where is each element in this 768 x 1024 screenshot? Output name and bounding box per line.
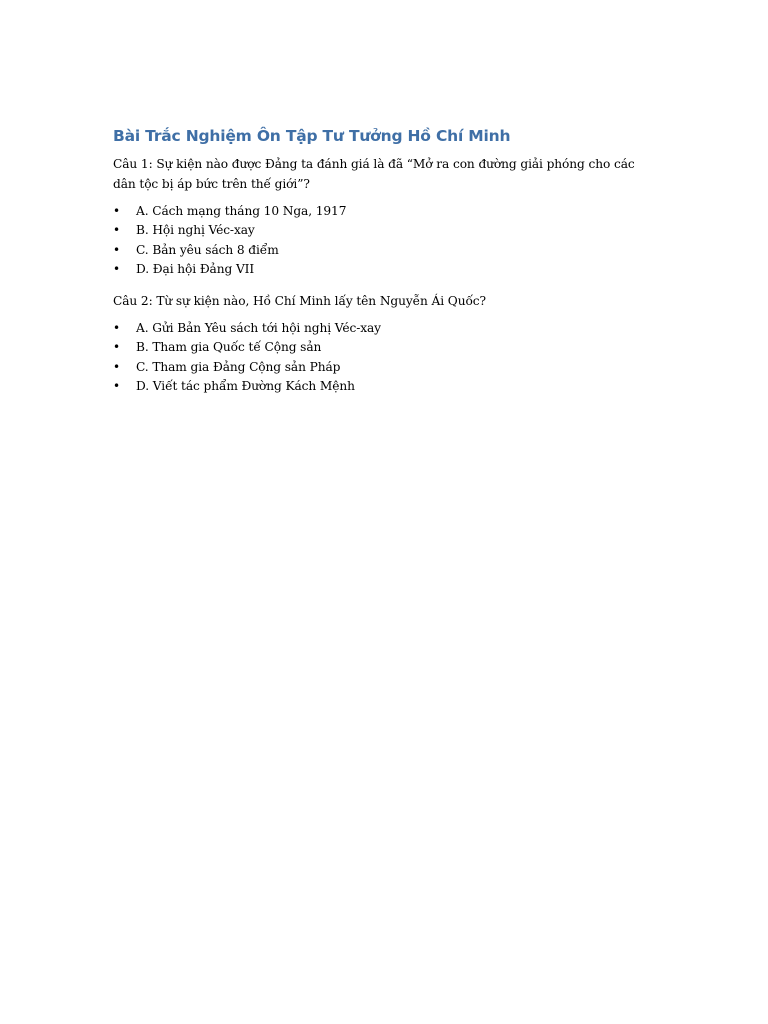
option-label: D. Đại hội Đảng VII bbox=[136, 261, 255, 276]
bullet-icon: • bbox=[113, 359, 120, 374]
bullet-icon: • bbox=[113, 379, 120, 394]
document-page bbox=[113, 125, 653, 408]
option-item bbox=[113, 241, 653, 260]
bullet-icon: • bbox=[113, 340, 120, 355]
bullet-icon: • bbox=[113, 242, 120, 257]
option-label: A. Gửi Bản Yêu sách tới hội nghị Véc-xay bbox=[136, 321, 381, 336]
option-item bbox=[113, 202, 653, 221]
option-label: B. Hội nghị Véc-xay bbox=[136, 223, 255, 238]
option-item bbox=[113, 260, 653, 279]
document-title: Bài Trắc Nghiệm Ôn Tập Tư Tưởng Hồ Chí Minh bbox=[113, 127, 511, 145]
option-item bbox=[113, 377, 653, 396]
option-label: A. Cách mạng tháng 10 Nga, 1917 bbox=[136, 204, 347, 218]
option-label: C. Bản yêu sách 8 điểm bbox=[136, 242, 279, 257]
question-2-text: Câu 2: Từ sự kiện nào, Hồ Chí Minh lấy tên Nguyễn Ái Quốc? bbox=[113, 294, 486, 309]
option-item bbox=[113, 358, 653, 377]
bullet-icon: • bbox=[113, 321, 120, 336]
question-1-text: Câu 1: Sự kiện nào được Đảng ta đánh giá là đã “Mở ra con đường giải phóng cho các dân tộc bị áp bức trên thế giới”? bbox=[113, 157, 635, 191]
option-item bbox=[113, 319, 653, 338]
option-label: B. Tham gia Quốc tế Cộng sản bbox=[136, 340, 322, 355]
bullet-icon: • bbox=[113, 204, 120, 218]
question-2-options bbox=[113, 319, 653, 396]
bullet-icon: • bbox=[113, 223, 120, 238]
option-label: C. Tham gia Đảng Cộng sản Pháp bbox=[136, 359, 341, 374]
question-1-options bbox=[113, 202, 653, 279]
option-label: D. Viết tác phẩm Đường Kách Mệnh bbox=[136, 379, 355, 394]
option-item bbox=[113, 338, 653, 357]
bullet-icon: • bbox=[113, 261, 120, 276]
option-item bbox=[113, 221, 653, 240]
